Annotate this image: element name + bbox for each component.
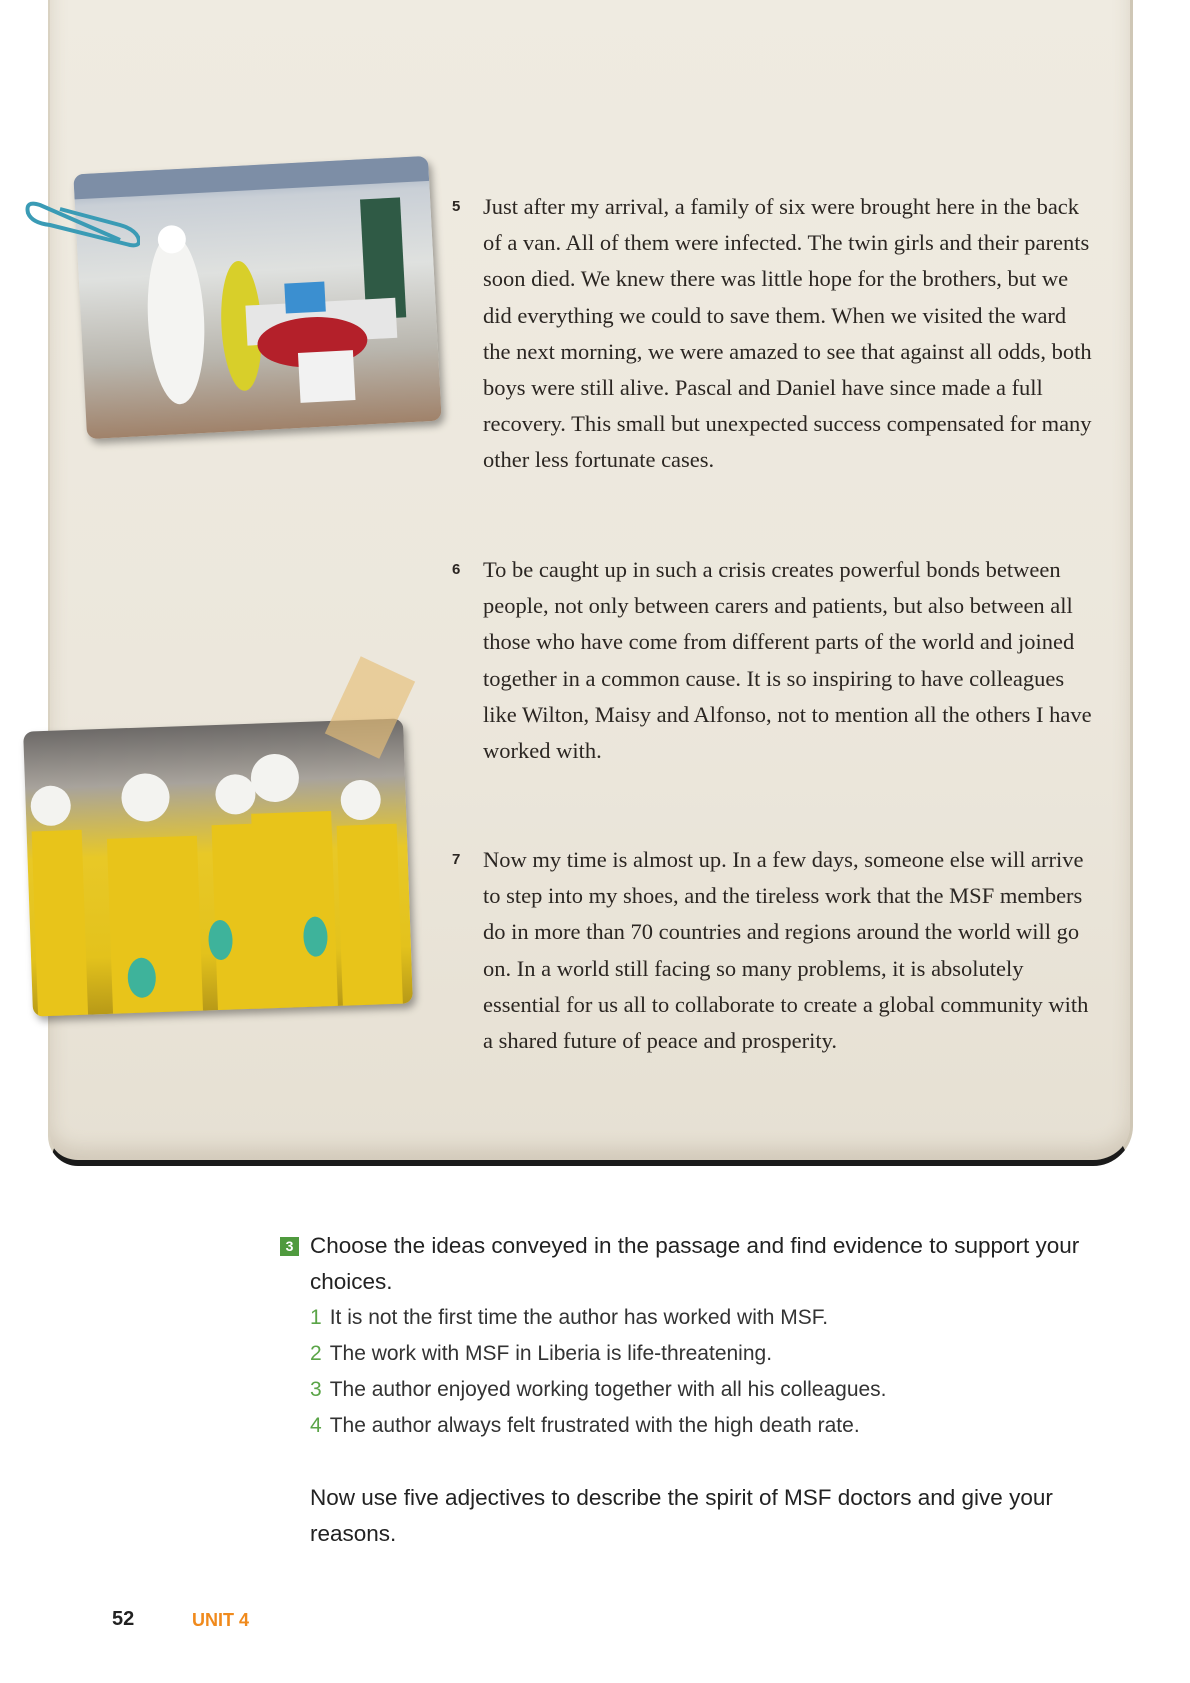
paragraph-7 bbox=[452, 842, 1092, 1059]
paragraph-5 bbox=[452, 189, 1092, 479]
paragraph-number: 6 bbox=[452, 561, 461, 578]
medical-team-photo bbox=[23, 718, 413, 1016]
item-text: The author always felt frustrated with the high death rate. bbox=[329, 1414, 860, 1437]
item-number: 2 bbox=[310, 1342, 322, 1365]
paragraph-number: 7 bbox=[452, 851, 461, 868]
paragraph-text: Now my time is almost up. In a few days, someone else will arrive to step into my shoes, and the tireless work that the MSF members do in more than 70 countries and regions around the world will go on. In a world still facing so many problems, it is absolutely essential for us all to collaborate to create a global community with a shared future of peace and prosperity. bbox=[483, 847, 1089, 1054]
exercise-3 bbox=[280, 1228, 1080, 1552]
task-question bbox=[280, 1228, 1080, 1300]
follow-up-question: Now use five adjectives to describe the spirit of MSF doctors and give your reasons. bbox=[310, 1485, 1053, 1546]
paragraph-text: Just after my arrival, a family of six were brought here in the back of a van. All of them were infected. The twin girls and their parents soon died. We knew there was little hope for the brothers, but we did everything we could to save them. When we visited the ward the next morning, we were amazed to see that against all odds, both boys were still alive. Pascal and Daniel have since made a full recovery. This small but unexpected success compensated for many other less fortunate cases. bbox=[483, 194, 1092, 473]
item-number: 3 bbox=[310, 1378, 322, 1401]
task-item bbox=[280, 1300, 1080, 1336]
team-photo-illustration bbox=[23, 718, 413, 1016]
item-number: 4 bbox=[310, 1414, 322, 1437]
paragraph-number: 5 bbox=[452, 198, 461, 215]
item-text: The work with MSF in Liberia is life-threatening. bbox=[329, 1342, 773, 1365]
item-text: The author enjoyed working together with all his colleagues. bbox=[329, 1378, 887, 1401]
task-item bbox=[280, 1372, 1080, 1408]
item-number: 1 bbox=[310, 1306, 322, 1329]
page-number: 52 bbox=[112, 1608, 135, 1630]
task-item bbox=[280, 1408, 1080, 1444]
paperclip-icon bbox=[20, 195, 140, 255]
task-item bbox=[280, 1336, 1080, 1372]
paragraph-text: To be caught up in such a crisis creates powerful bonds between people, not only between carers and patients, but also between all those who have come from different parts of the world and joined together in a common cause. It is so inspiring to have colleagues like Wilton, Maisy and Alfonso, not to mention all the others I have worked with. bbox=[483, 557, 1092, 764]
paragraph-6 bbox=[452, 552, 1092, 769]
unit-label: UNIT 4 bbox=[192, 1610, 250, 1630]
task-question-text: Choose the ideas conveyed in the passage and find evidence to support your choices. bbox=[310, 1233, 1080, 1294]
task-number-badge: 3 bbox=[280, 1237, 299, 1256]
item-text: It is not the first time the author has worked with MSF. bbox=[329, 1306, 829, 1329]
